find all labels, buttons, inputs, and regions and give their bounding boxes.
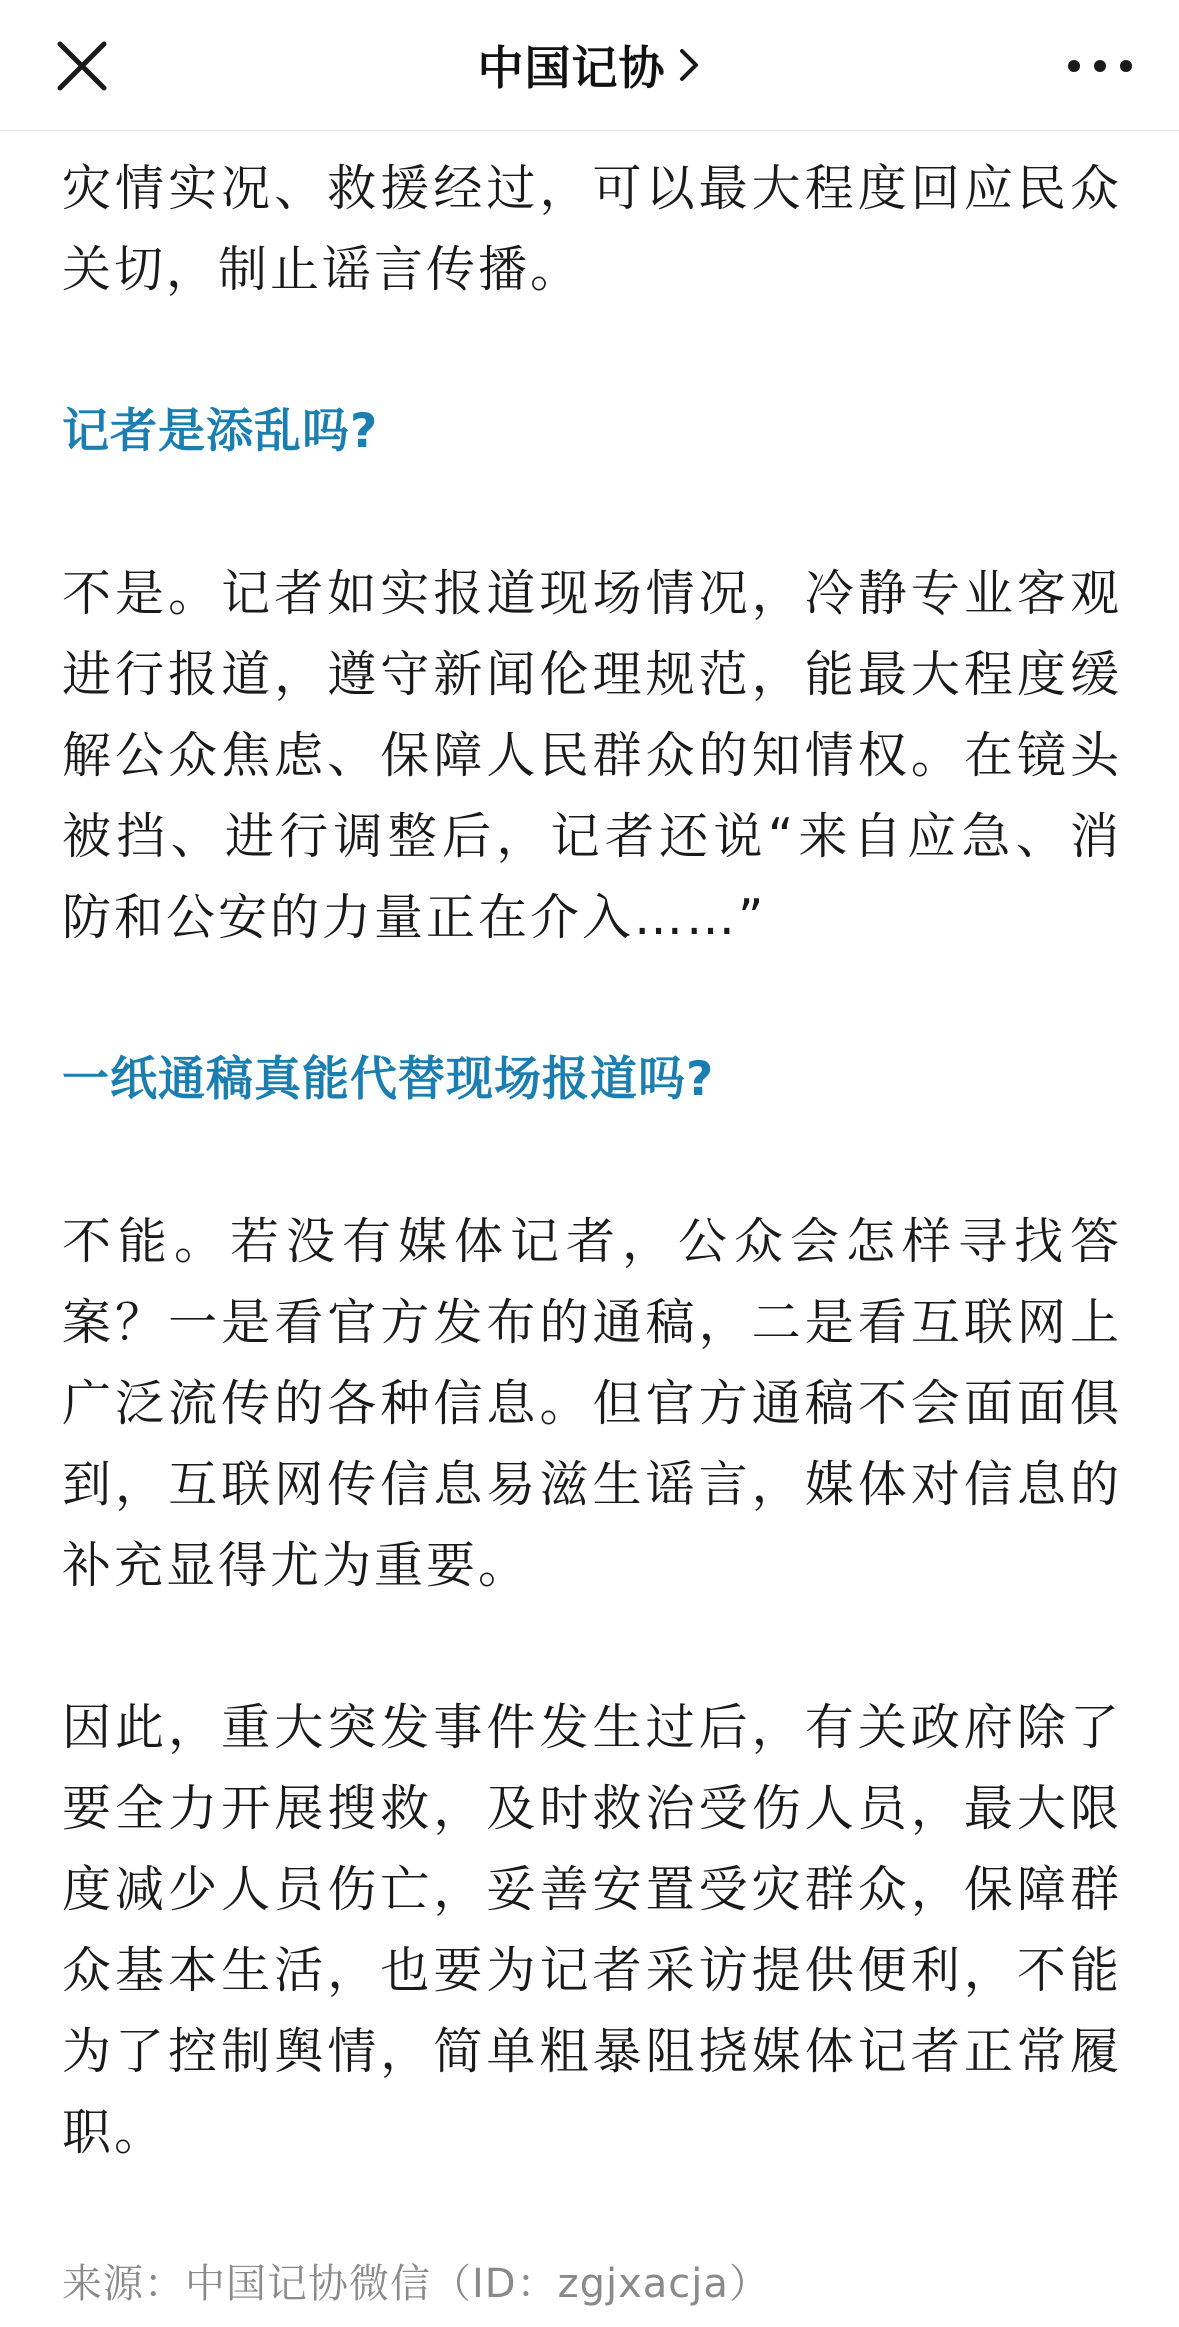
account-title-link[interactable] xyxy=(478,32,702,98)
page-title: 中国记协 xyxy=(477,41,666,95)
article-body xyxy=(62,148,1122,2314)
close-button[interactable] xyxy=(52,36,112,96)
top-bar xyxy=(0,0,1179,131)
intro-paragraph: 灾情实况、救援经过，可以最大程度回应民众关切，制止谣言传播。 xyxy=(62,160,1122,298)
more-dots-icon xyxy=(1060,38,1140,94)
close-icon xyxy=(52,36,112,96)
section-heading-1: 记者是添乱吗? xyxy=(62,404,379,459)
section-1-paragraph: 不是。记者如实报道现场情况，冷静专业客观进行报道，遵守新闻伦理规范，能最大程度缓解公众焦虑、保障人民群众的知情权。在镜头被挡、进行调整后，记者还说“来自应急、消防和公安的力量正在介入……” xyxy=(62,565,1122,946)
section-2-paragraph: 不能。若没有媒体记者，公众会怎样寻找答案？一是看官方发布的通稿，二是看互联网上广泛流传的各种信息。但官方通稿不会面面俱到，互联网传信息易滋生谣言，媒体对信息的补充显得尤为重要。 xyxy=(62,1213,1122,1594)
section-heading-2: 一纸通稿真能代替现场报道吗? xyxy=(62,1052,715,1107)
conclusion-paragraph: 因此，重大突发事件发生过后，有关政府除了要全力开展搜救，及时救治受伤人员，最大限度减少人员伤亡，妥善安置受灾群众，保障群众基本生活，也要为记者采访提供便利，不能为了控制舆情，简单粗暴阻挠媒体记者正常履职。 xyxy=(62,1699,1122,2161)
source-attribution: 来源：中国记协微信（ID：zgjxacja） xyxy=(62,2261,770,2307)
more-options-button[interactable] xyxy=(1060,38,1140,94)
chevron-right-icon xyxy=(676,45,702,85)
